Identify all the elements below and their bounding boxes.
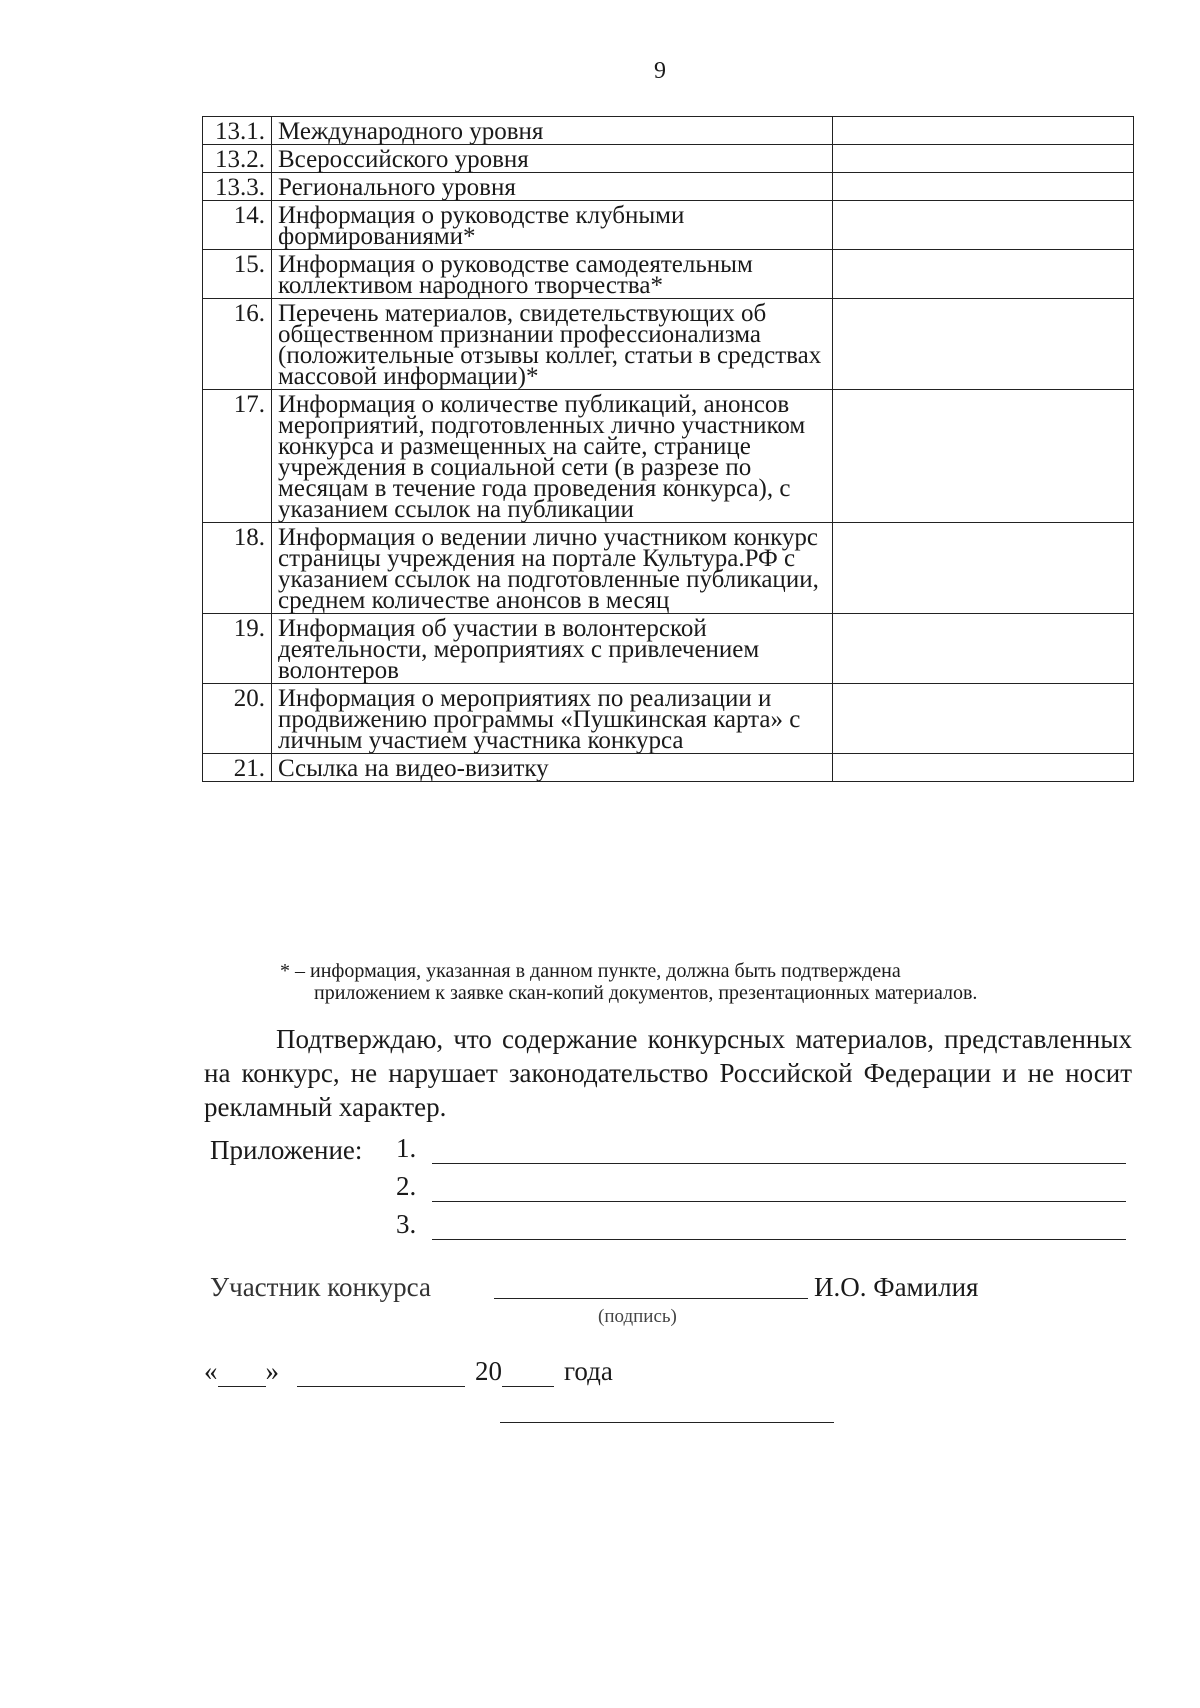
application-table: [202, 116, 1134, 782]
table-row: [203, 173, 1134, 201]
row-description: Информация о руководстве клубными формированиями*: [272, 201, 833, 250]
footnote: [280, 960, 1120, 1004]
date-row: [204, 1356, 613, 1387]
table-row: [203, 390, 1134, 523]
attachment-line: [432, 1137, 1126, 1164]
table-row: [203, 117, 1134, 145]
row-description: Международного уровня: [272, 117, 833, 145]
attachment-line: [432, 1213, 1126, 1240]
footnote-line-1: * – информация, указанная в данном пункте, должна быть подтверждена: [280, 960, 901, 982]
row-number: 13.1.: [203, 117, 272, 145]
table-row: [203, 201, 1134, 250]
row-description: Информация о мероприятиях по реализации и продвижению программы «Пушкинская карта» с личным участием участника конкурса: [272, 684, 833, 754]
row-description: Всероссийского уровня: [272, 145, 833, 173]
date-close-quote: »: [265, 1356, 279, 1386]
row-number: 21.: [203, 754, 272, 782]
row-value-cell[interactable]: [833, 201, 1134, 250]
attachment-number: 2.: [396, 1171, 417, 1201]
row-description: Информация о руководстве самодеятельным коллективом народного творчества*: [272, 250, 833, 299]
row-description: Ссылка на видео-визитку: [272, 754, 833, 782]
row-number: 20.: [203, 684, 272, 754]
row-value-cell[interactable]: [833, 523, 1134, 614]
row-number: 14.: [203, 201, 272, 250]
row-number: 13.2.: [203, 145, 272, 173]
row-value-cell[interactable]: [833, 684, 1134, 754]
row-value-cell[interactable]: [833, 117, 1134, 145]
row-description: Информация об участии в волонтерской деятельности, мероприятиях с привлечением волонтеров: [272, 614, 833, 684]
row-value-cell[interactable]: [833, 614, 1134, 684]
year-prefix: 20: [475, 1356, 502, 1386]
name-label: И.О. Фамилия: [814, 1272, 979, 1302]
confirmation-paragraph: Подтверждаю, что содержание конкурсных материалов, представленных на конкурс, не нарушает законодательство Российской Федерации и не носит рекламный характер.: [204, 1024, 1132, 1122]
row-description: Информация о количестве публикаций, анонсов мероприятий, подготовленных лично участником конкурса и размещенных на сайте, странице учреждения в социальной сети (в разрезе по месяцам в течение года проведения конкурса), с указанием ссылок на публикации: [272, 390, 833, 523]
table-row: [203, 145, 1134, 173]
year-blank: [502, 1360, 554, 1387]
attachment-row-1: [396, 1133, 1126, 1164]
attachments-label: Приложение:: [210, 1135, 363, 1165]
row-value-cell[interactable]: [833, 299, 1134, 390]
row-number: 17.: [203, 390, 272, 523]
table-row: [203, 523, 1134, 614]
day-blank: [218, 1360, 266, 1387]
row-number: 15.: [203, 250, 272, 299]
row-number: 19.: [203, 614, 272, 684]
attachment-row-3: [396, 1209, 1126, 1240]
table-row: [203, 250, 1134, 299]
table-row: [203, 614, 1134, 684]
signature-line: [494, 1298, 808, 1299]
table-body: [203, 117, 1134, 782]
row-number: 16.: [203, 299, 272, 390]
signature-hint: (подпись): [598, 1306, 677, 1327]
date-open-quote: «: [204, 1356, 218, 1386]
row-value-cell[interactable]: [833, 390, 1134, 523]
attachment-number: 3.: [396, 1209, 417, 1239]
table-row: [203, 299, 1134, 390]
participant-label: Участник конкурса: [210, 1272, 431, 1302]
row-description: Перечень материалов, свидетельствующих об общественном признании профессионализма (положительные отзывы коллег, статьи в средствах массовой информации)*: [272, 299, 833, 390]
row-number: 18.: [203, 523, 272, 614]
attachment-line: [432, 1175, 1126, 1202]
year-suffix: года: [564, 1356, 613, 1386]
page-number: 9: [654, 58, 666, 84]
row-description: Регионального уровня: [272, 173, 833, 201]
table-row: [203, 754, 1134, 782]
row-value-cell[interactable]: [833, 145, 1134, 173]
row-value-cell[interactable]: [833, 250, 1134, 299]
row-value-cell[interactable]: [833, 173, 1134, 201]
row-description: Информация о ведении лично участником конкурс страницы учреждения на портале Культура.РФ с указанием ссылок на подготовленные публикации, среднем количестве анонсов в месяц: [272, 523, 833, 614]
row-value-cell[interactable]: [833, 754, 1134, 782]
bottom-line: [500, 1422, 834, 1423]
attachment-number: 1.: [396, 1133, 417, 1163]
table-row: [203, 684, 1134, 754]
row-number: 13.3.: [203, 173, 272, 201]
footnote-line-2: приложением к заявке скан-копий документов, презентационных материалов.: [314, 982, 978, 1004]
month-blank: [297, 1360, 465, 1387]
attachment-row-2: [396, 1171, 1126, 1202]
